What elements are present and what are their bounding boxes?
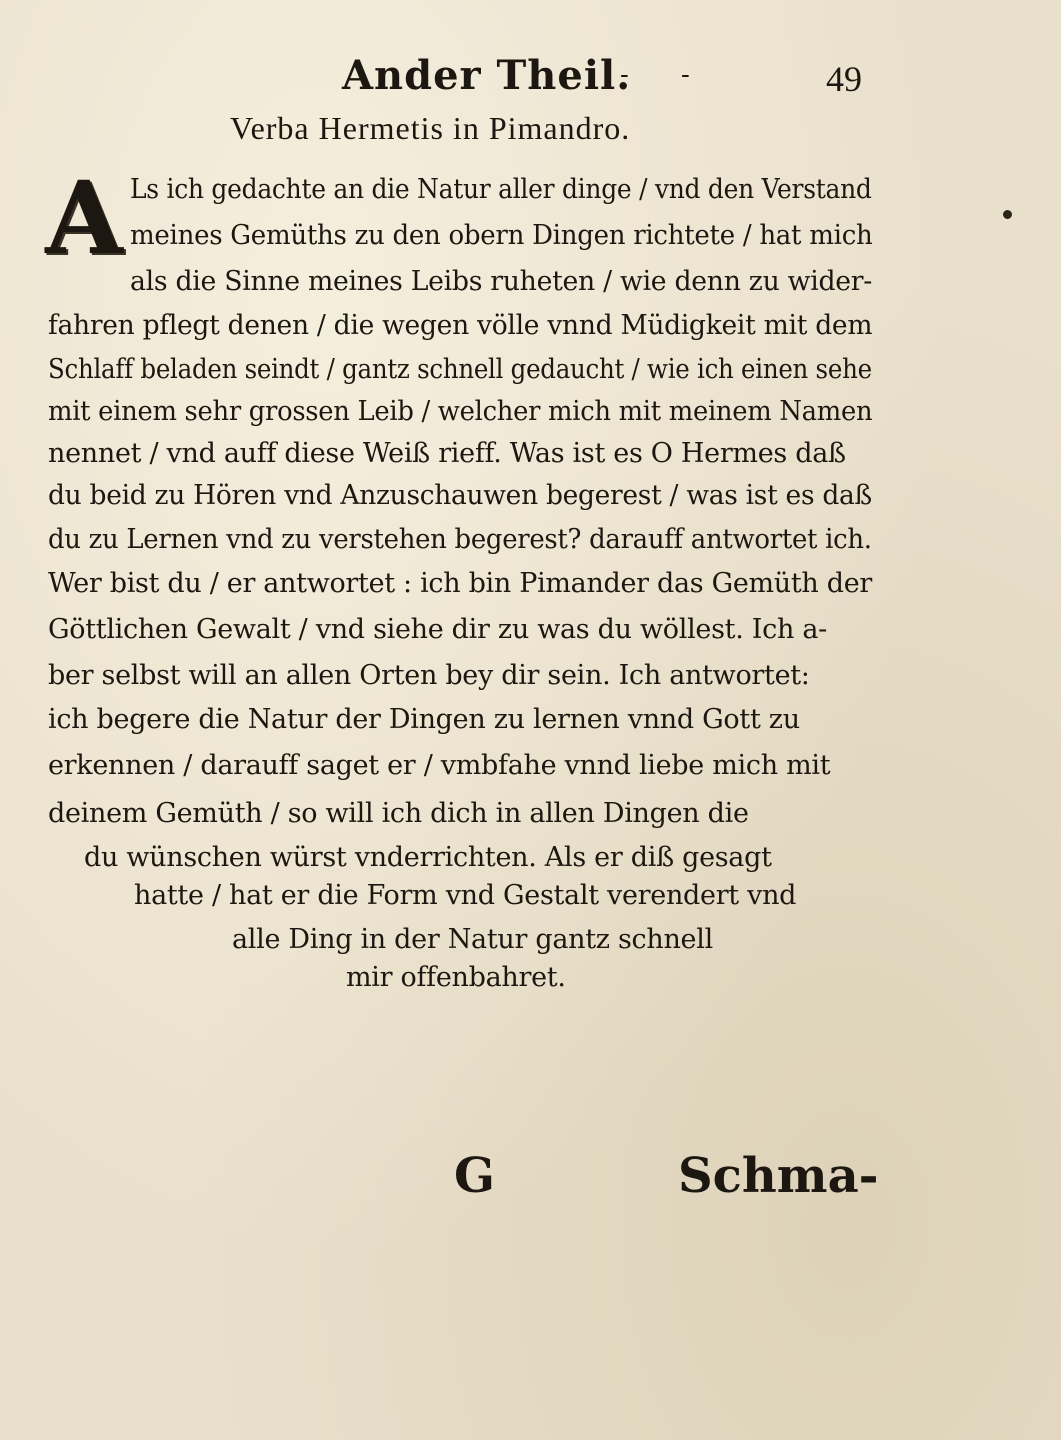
text-line: meines Gemüths zu den obern Dingen richtete / hat mich — [130, 220, 873, 251]
text-line: alle Ding in der Natur gantz schnell — [232, 924, 713, 955]
ink-speck — [1003, 210, 1012, 219]
section-subtitle: Verba Hermetis in Pimandro. — [230, 110, 631, 146]
catchword: Schma- — [678, 1148, 879, 1204]
drop-initial: A — [45, 159, 123, 277]
text-line: Ls ich gedachte an die Natur aller dinge / vnd den Verstand — [130, 174, 872, 205]
text-line: nennet / vnd auff diese Weiß rieff. Was ist es O Hermes daß — [48, 438, 846, 469]
text-line: du beid zu Hören vnd Anzuschauwen begerest / was ist es daß — [48, 480, 872, 511]
text-line: deinem Gemüth / so will ich dich in allen Dingen die — [48, 798, 749, 829]
text-line: ich begere die Natur der Dingen zu lernen vnnd Gott zu — [48, 704, 800, 735]
page-number: 49 — [826, 59, 862, 99]
text-line: ber selbst will an allen Orten bey dir sein. Ich antwortet: — [48, 660, 810, 691]
text-line: hatte / hat er die Form vnd Gestalt verendert vnd — [134, 880, 797, 911]
text-line: Göttlichen Gewalt / vnd siehe dir zu was du wöllest. Ich a- — [48, 614, 827, 645]
running-head: Ander Theil. — [342, 52, 632, 99]
text-line: du wünschen würst vnderrichten. Als er diß gesagt — [84, 842, 772, 873]
text-line: fahren pflegt denen / die wegen völle vnnd Müdigkeit mit dem — [48, 310, 873, 341]
text-line: mir offenbahret. — [346, 962, 566, 993]
text-line: Schlaff beladen seindt / gantz schnell gedaucht / wie ich einen sehe — [48, 354, 872, 385]
header-dashes: - - — [620, 60, 712, 90]
text-line: du zu Lernen vnd zu verstehen begerest? darauff antwortet ich. — [48, 524, 872, 555]
text-line: erkennen / darauff saget er / vmbfahe vnnd liebe mich mit — [48, 750, 831, 781]
page-header — [0, 52, 1061, 102]
text-line: als die Sinne meines Leibs ruheten / wie denn zu wider- — [130, 266, 872, 297]
signature-mark: G — [454, 1148, 495, 1204]
text-line: Wer bist du / er antwortet : ich bin Pimander das Gemüth der — [48, 568, 872, 599]
text-line: mit einem sehr grossen Leib / welcher mich mit meinem Namen — [48, 396, 873, 427]
